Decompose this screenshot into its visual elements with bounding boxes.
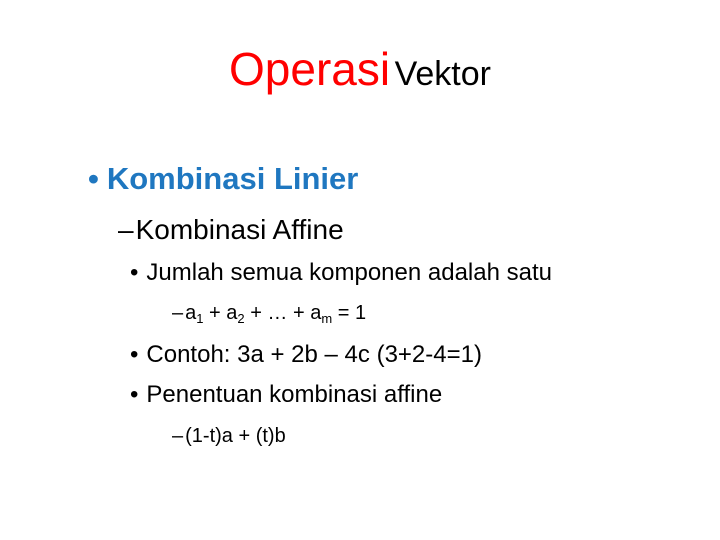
bullet-penentuan xyxy=(130,381,442,409)
formula-subscript: m xyxy=(321,311,333,326)
subitem-kombinasi-affine xyxy=(118,214,344,246)
title-highlight: Operasi xyxy=(229,43,391,95)
formula-subscript: 2 xyxy=(237,311,245,326)
formula-affine xyxy=(172,425,286,448)
bullet-contoh xyxy=(130,341,482,369)
dash-marker: – xyxy=(172,425,184,447)
formula-sum-equals-one xyxy=(172,302,366,326)
bullet-marker: • xyxy=(130,341,139,368)
bullet-text: Jumlah semua komponen adalah satu xyxy=(146,259,552,286)
formula-text: (1-t)a + (t)b xyxy=(185,425,286,447)
bullet-text: Kombinasi Linier xyxy=(106,161,359,196)
bullet-kombinasi-linier xyxy=(88,161,358,197)
bullet-text: Penentuan kombinasi affine xyxy=(146,381,443,408)
dash-marker: – xyxy=(118,214,134,245)
formula-part: + a xyxy=(203,302,238,324)
formula-subscript: 1 xyxy=(196,311,204,326)
formula-part: = 1 xyxy=(332,302,367,324)
bullet-marker: • xyxy=(130,381,139,408)
formula-part: a xyxy=(185,302,197,324)
dash-marker: – xyxy=(172,302,184,324)
slide-title xyxy=(0,42,720,96)
formula-part: + … + a xyxy=(244,302,322,324)
bullet-marker: • xyxy=(88,161,99,196)
bullet-text: Contoh: 3a + 2b – 4c (3+2-4=1) xyxy=(146,341,482,368)
subitem-text: Kombinasi Affine xyxy=(135,214,344,245)
title-rest: Vektor xyxy=(394,55,491,93)
bullet-marker: • xyxy=(130,259,139,286)
bullet-jumlah-komponen xyxy=(130,259,552,287)
